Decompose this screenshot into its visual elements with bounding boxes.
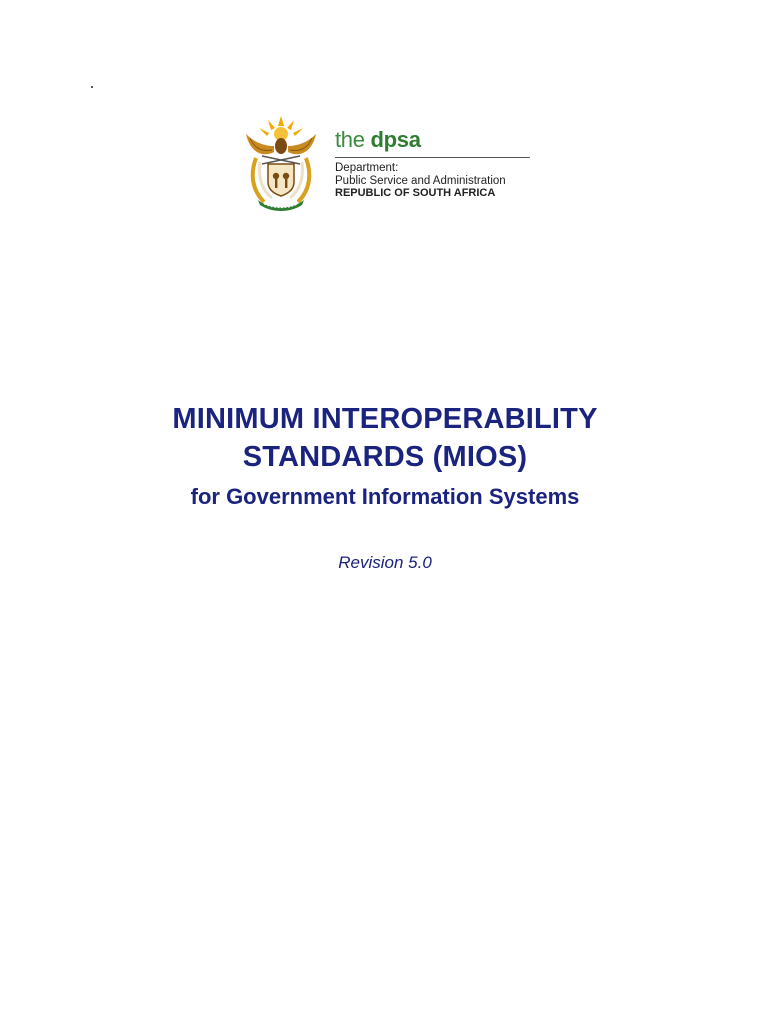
- document-title-block: [0, 400, 770, 574]
- document-revision: Revision 5.0: [338, 553, 432, 572]
- brand-name: [335, 128, 531, 152]
- brand-prefix: the: [335, 127, 371, 152]
- brand-dpsa: dpsa: [370, 127, 421, 152]
- document-title-line-1: MINIMUM INTEROPERABILITY: [172, 403, 598, 435]
- document-title-line-2: STANDARDS (MIOS): [242, 441, 528, 473]
- department-label: Department:: [335, 162, 399, 174]
- dpsa-logo: [240, 112, 540, 212]
- department-name: Public Service and Administration: [335, 174, 506, 187]
- dpsa-wordmark: [335, 128, 531, 200]
- country-name: REPUBLIC OF SOUTH AFRICA: [335, 187, 496, 199]
- brand-divider: [335, 157, 530, 158]
- document-subtitle: for Government Information Systems: [190, 484, 580, 509]
- stray-mark: [91, 86, 93, 88]
- south-africa-coat-of-arms-icon: [240, 112, 322, 212]
